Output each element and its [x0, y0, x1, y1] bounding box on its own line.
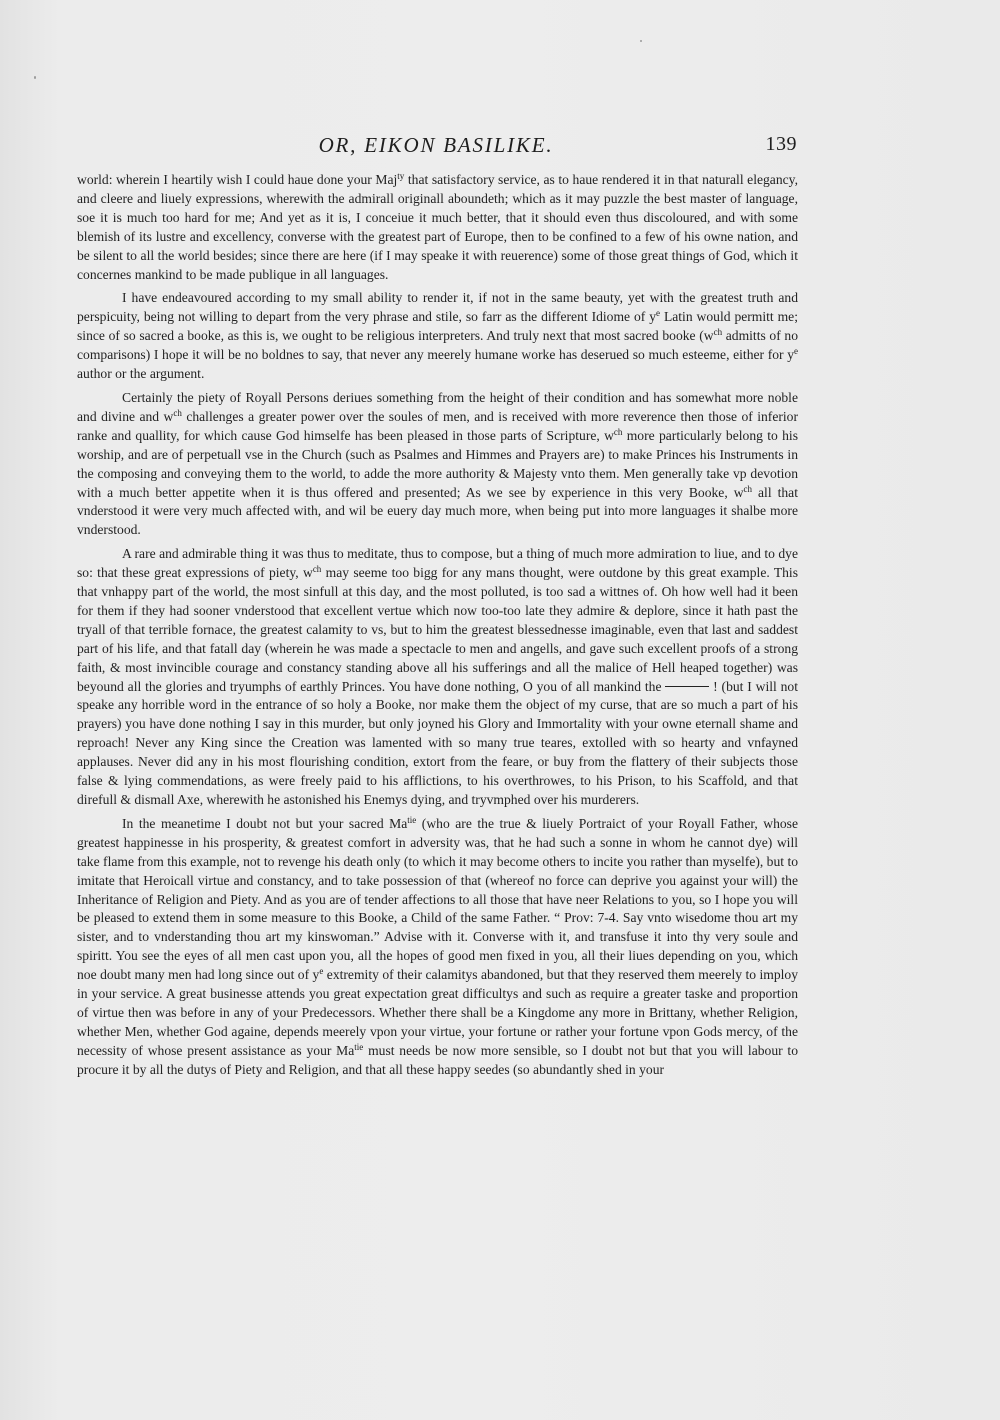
paragraph	[77, 171, 798, 284]
paragraph-text: ! (but I will not speake any horrible word in the entrance of so holy a Booke, nor make them the object of my curse, that are so much a part of his prayers) you have done nothing I say in this murder, but only joyned his Glory and Immortality with your owne eternall shame and reproach! Never any King since the Creation was lamented with so many true teares, extolled with so hearty and vnfayned applauses. Never did any in his most flourishing condition, extort from the feare, or buy from the flattery of their subjects those false & lying commendations, as were freely paid to his afflictions, to his overthrowes, to his Prison, to his Scaffold, and that direfull & dismall Axe, wherewith he astonished his Enemys dying, and tryvmphed over his murderers.	[77, 678, 799, 807]
superscript-abbreviation: e	[319, 966, 324, 977]
superscript-abbreviation: ch	[312, 564, 322, 575]
paragraph	[77, 389, 798, 540]
paragraph-text: all that vnderstood it were very much affected with, and wil be euery day much more, when being put into more languages it shalbe more vnderstood.	[77, 484, 798, 538]
paragraph-text: author or the argument.	[77, 366, 205, 382]
superscript-abbreviation: e	[794, 346, 798, 357]
paragraph-text: In the meanetime I doubt not but your sacred Ma	[122, 815, 408, 831]
paragraph-text: more particularly belong to his worship, and are of perpetuall vse in the Church (such as Psalmes and Himmes and Prayers are) to make Princes his Instruments in the composing and conveying them to the world, to adde the more authority & Majesty vnto them. Men generally take vp devotion with a much better appetite when it is thus offered and presented; As we see by experience in this very Booke, w	[77, 427, 798, 500]
paragraph-text: Latin would permitt me; since of so sacred a booke, as this is, we ought to be religious interpreters. And truly next that most sacred booke (w	[77, 309, 798, 344]
paragraph-text: may seeme too bigg for any mans thought, were outdone by this great example. This that vnhappy part of the world, the most sinfull at this day, and the most polluted, is too sad a wittnes of. Oh how well had it been for them if they had sooner vnderstood that excellent vertue which now too-too late they admire & deplore, since it hath past the tryall of that terrible fornace, the greatest calamity to vs, but to him the greatest blessednesse imaginable, even that last and saddest part of his life, and that fatall day (wherein he was made a spectacle to men and angells, and gave such excellent proofs of a strong faith, & most invincible courage and constancy standing above all his sufferings and all the malice of Hell heaped together) was beyound all the glories and tryumphs of earthly Princes. You have done nothing, O you of all mankind the	[77, 565, 798, 694]
paragraph-text: A rare and admirable thing it was thus to meditate, thus to compose, but a thing of much more admiration to liue, and to dye so: that these great expressions of piety, w	[77, 546, 798, 581]
body-text	[77, 171, 798, 1085]
running-title: OR, EIKON BASILIKE.	[318, 133, 554, 157]
paragraph-text: world: wherein I heartily wish I could haue done your Maj	[77, 172, 398, 187]
paragraph-text: must needs be now more sensible, so I doubt not but that you will labour to procure it by all the dutys of Piety and Religion, and that all these happy seedes (so abundantly shed in your	[77, 1042, 799, 1077]
paragraph-text: challenges a greater power over the soules of men, and is received with more reverence then those of inferior ranke and quallity, for which cause God himselfe has been pleased in those parts of Scripture, w	[77, 408, 798, 443]
superscript-abbreviation: ch	[743, 483, 753, 494]
paragraph	[77, 545, 798, 810]
paper-speck	[640, 40, 642, 42]
paragraph-text: Certainly the piety of Royall Persons deriues something from the height of their condition and has somewhat more noble and divine and w	[77, 389, 798, 424]
superscript-abbreviation: ch	[173, 407, 182, 418]
paragraph-text: extremity of their calamitys abandoned, but that they reserved them meerely to imploy in your service. A great businesse attends you great expectation great difficultys and such as require a greater taske and proportion of virtue then was before in any of your Predecessors. Whether there shall be a Kingdome any more in Brittany, whether Religion, whether Men, whether God againe, depends meerely vpon your virtue, your fortune or rather your fortune vpon Gods mercy, of the necessity of whose present assistance as your Ma	[77, 967, 798, 1058]
superscript-abbreviation: ty	[397, 171, 405, 181]
superscript-abbreviation: e	[656, 308, 661, 319]
superscript-abbreviation: tie	[407, 814, 417, 825]
paragraph	[77, 289, 798, 384]
paragraph-text: that satisfactory service, as to haue rendered it in that naturall elegancy, and cleere and liuely expressions, wherewith the admirall originall aboundeth; which as it may puzzle the best master of language, soe it is much too hard for me; And yet as it is, I conceiue it much better, that it should even thus discoloured, and with some blemish of its lustre and excellency, converse with the greatest part of Europe, then to be confined to a few of his owne nation, and be silent to all the world besides; since there are here (if I may speake it with reuerence) some of those great things of God, which it concernes mankind to be made publique in all languages.	[77, 172, 798, 282]
superscript-abbreviation: ch	[613, 426, 623, 437]
paragraph-text: (who are the true & liuely Portraict of your Royall Father, whose greatest happinesse in his prosperity, & greatest comfort in adversity was, that he had such a sonne in whom he cannot dye) will take flame from this example, not to revenge his death only (to which it may become others to incite you rather than myselfe), but to imitate that Heroicall virtue and constancy, and to take possession of that (whereof no force can deprive you against your will) the Inheritance of Religion and Piety. And as you are of tender affections to all those that have neer Relations to you, so I hope you will be pleased to extend them in some measure to this Booke, a Child of the same Father. “ Prov: 7-4. Say vnto wisedome thou art my sister, and to vnderstanding thou art my kinswoman.” Advise with it. Converse with it, and transfuse it into thy very soule and spiritt. You see the eyes of all men cast upon you, all the hopes of good men fixed in you, all their liues depending on you, which noe doubt many men had long since out of y	[77, 815, 799, 983]
paragraph	[77, 815, 798, 1080]
em-rule	[665, 686, 709, 687]
page-number: 139	[765, 133, 797, 155]
superscript-abbreviation: ch	[713, 327, 723, 338]
paper-speck	[34, 76, 36, 79]
paragraph-text: admitts of no comparisons) I hope it will be no boldnes to say, that never any meerely humane worke has deserued so much esteeme, either for y	[77, 328, 798, 363]
superscript-abbreviation: tie	[354, 1041, 364, 1052]
paragraph-text: I have endeavoured according to my small ability to render it, if not in the same beauty, yet with the greatest truth and perspicuity, being not willing to depart from the very phrase and stile, so farr as the different Idiome of y	[77, 290, 798, 325]
running-head	[75, 133, 797, 159]
